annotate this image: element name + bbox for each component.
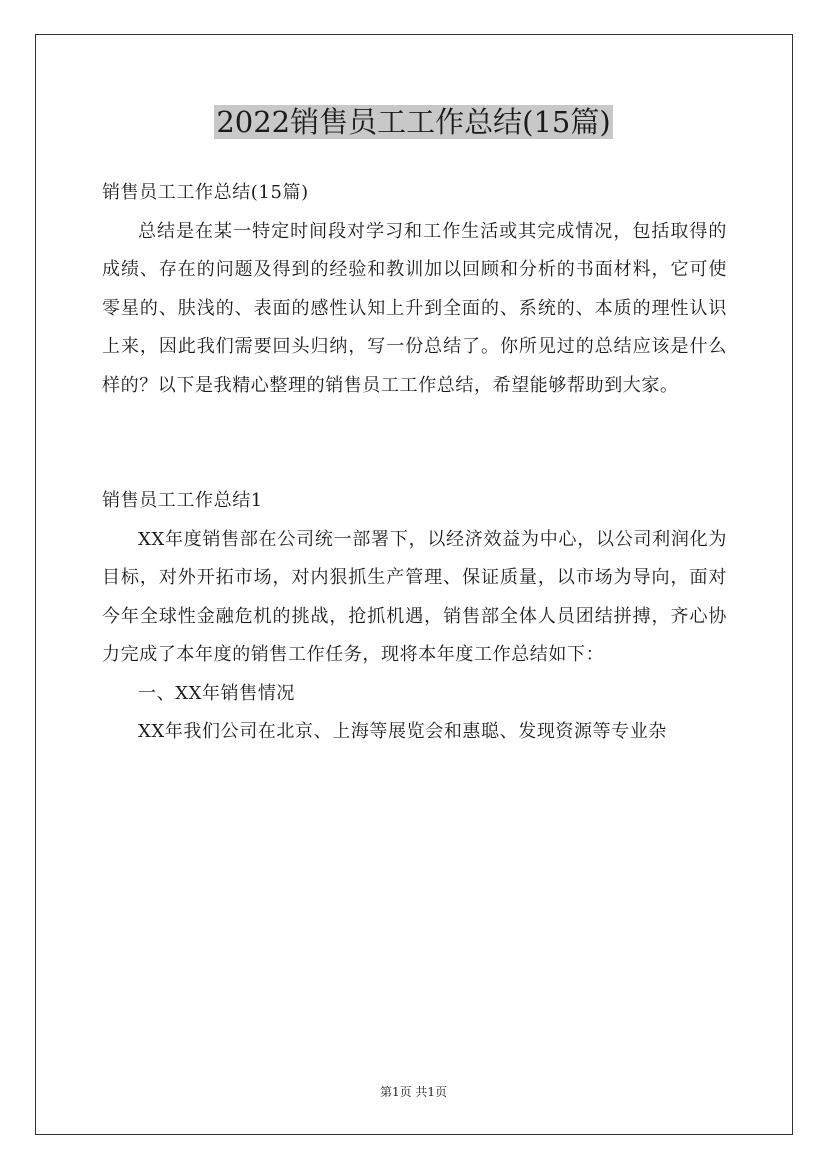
paragraph-spacer <box>102 405 727 482</box>
document-title <box>0 102 827 142</box>
document-title-text: 2022销售员工工作总结(15篇) <box>216 105 611 139</box>
subheading: 一、XX年销售情况 <box>138 682 296 704</box>
intro-paragraph: 总结是在某一特定时间段对学习和工作生活或其完成情况，包括取得的成绩、存在的问题及得到的经验和教训加以回顾和分析的书面材料，它可使零星的、肤浅的、表面的感性认知上升到全面的、系统的、本质的理性认识上来，因此我们需要回头归纳，写一份总结了。你所见过的总结应该是什么样的？以下是我精心整理的销售员工工作总结，希望能够帮助到大家。 <box>102 220 727 396</box>
section-heading: 销售员工工作总结1 <box>102 490 263 511</box>
subtitle: 销售员工工作总结(15篇) <box>102 182 309 203</box>
body-paragraph: XX年我们公司在北京、上海等展览会和惠聪、发现资源等专业杂 <box>138 721 668 742</box>
document-body <box>102 174 727 752</box>
page-footer: 第1页 共1页 <box>379 1085 448 1099</box>
section-paragraph: XX年度销售部在公司统一部署下，以经济效益为中心，以公司利润化为目标，对外开拓市场，对内狠抓生产管理、保证质量，以市场为导向，面对今年全球性金融危机的挑战，抢抓机遇，销售部全体人员团结拼搏，齐心协力完成了本年度的销售工作任务，现将本年度工作总结如下： <box>102 528 727 665</box>
